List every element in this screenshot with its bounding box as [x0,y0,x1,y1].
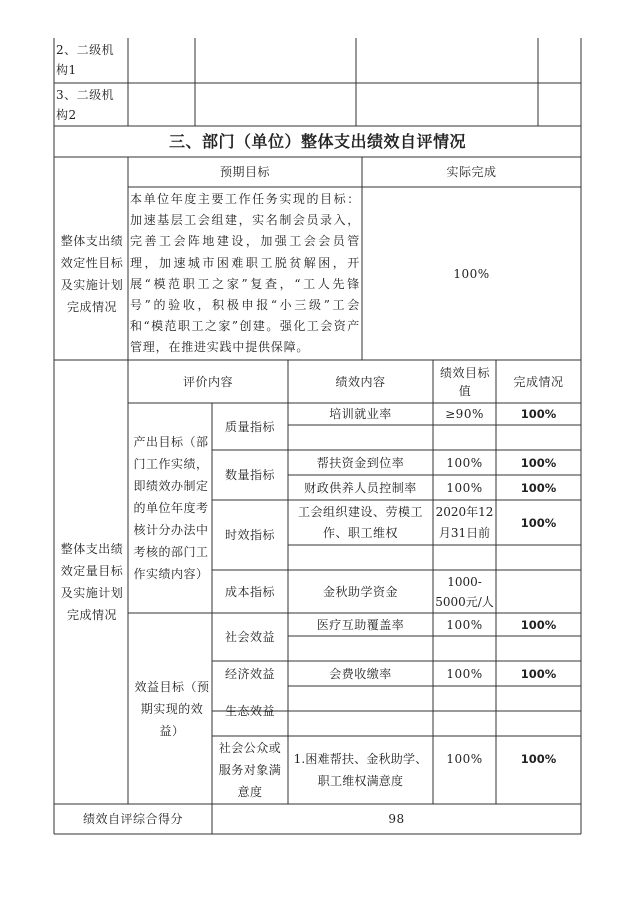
performance-content-header: 绩效内容 [335,374,386,389]
completion-value: 100% [520,515,557,530]
expected-goal-header: 预期目标 [219,165,270,179]
target-value: 2020年12月31日前 [435,504,494,540]
target-value: 100% [446,455,483,470]
performance-content: 帮扶资金到位率 [316,455,405,470]
target-value: 100% [446,617,483,632]
score-label: 绩效自评综合得分 [82,812,183,826]
economic-benefit-indicator: 经济效益 [224,666,275,681]
section-title: 三、部门（单位）整体支出绩效自评情况 [168,131,466,151]
completion-value: 100% [520,751,557,766]
completion-value: 100% [520,455,557,470]
quantity-indicator: 数量指标 [224,468,275,482]
completion-value [496,570,581,613]
completion-value: 100% [520,480,557,495]
performance-content: 财政供养人员控制率 [304,480,417,495]
completion-value: 100% [520,617,557,632]
top-row-label-2: 3、二级机构2 [56,88,115,122]
score-value: 98 [388,812,405,826]
performance-content: 会费收缴率 [329,666,392,681]
performance-content: 1.困难帮扶、金秋助学、职工维权满意度 [293,752,428,788]
satisfaction-indicator: 社会公众或服务对象满意度 [218,741,282,799]
qualitative-row-label: 整体支出绩效定性目标及实施计划完成情况 [60,233,124,314]
performance-content: 培训就业率 [329,407,392,421]
target-value: 1000-5000元/人 [435,574,494,609]
completion-value: 100% [520,666,557,681]
target-value: 100% [446,751,483,766]
cost-indicator: 成本指标 [224,584,275,599]
quantitative-row-label: 整体支出绩效定量目标及实施计划完成情况 [60,542,124,622]
target-value: 100% [446,480,483,495]
target-value: 100% [446,666,483,681]
ecological-benefit-indicator: 生态效益 [224,704,275,718]
top-row-label-1: 2、二级机构1 [56,43,115,77]
completion-header: 完成情况 [513,374,564,389]
social-benefit-indicator: 社会效益 [224,630,275,644]
output-goal-group: 产出目标（部门工作实绩，即绩效办制定的单位年度考核计分办法中考核的部门工作实绩内容） [133,435,209,581]
performance-content: 医疗互助覆盖率 [316,617,405,632]
actual-completion-header: 实际完成 [446,165,497,179]
expected-goal-text: 本单位年度主要工作任务实现的目标：加速基层工会组建，实名制会员录入，完善工会阵地建设，加强工会会员管理，加速城市困难职工脱贫解困，开展“模范职工之家”复查，“工人先锋号”的验收，积极申报“小三级”工会和“模范职工之家”创建。强化工会资产管理，在推进实践中提供保障。 [130,192,360,355]
completion-value: 100% [520,407,557,421]
evaluation-content-header: 评价内容 [182,374,233,389]
benefit-goal-group: 效益目标（预期实现的效益） [134,679,210,738]
timeliness-indicator: 时效指标 [224,528,275,542]
performance-content: 金秋助学资金 [322,584,398,599]
target-value-header: 绩效目标值 [440,365,491,398]
quality-indicator: 质量指标 [224,419,275,434]
target-value: ≥90% [445,407,484,421]
actual-completion-value: 100% [453,266,490,281]
performance-content: 工会组织建设、劳模工作、职工维权 [297,504,423,540]
